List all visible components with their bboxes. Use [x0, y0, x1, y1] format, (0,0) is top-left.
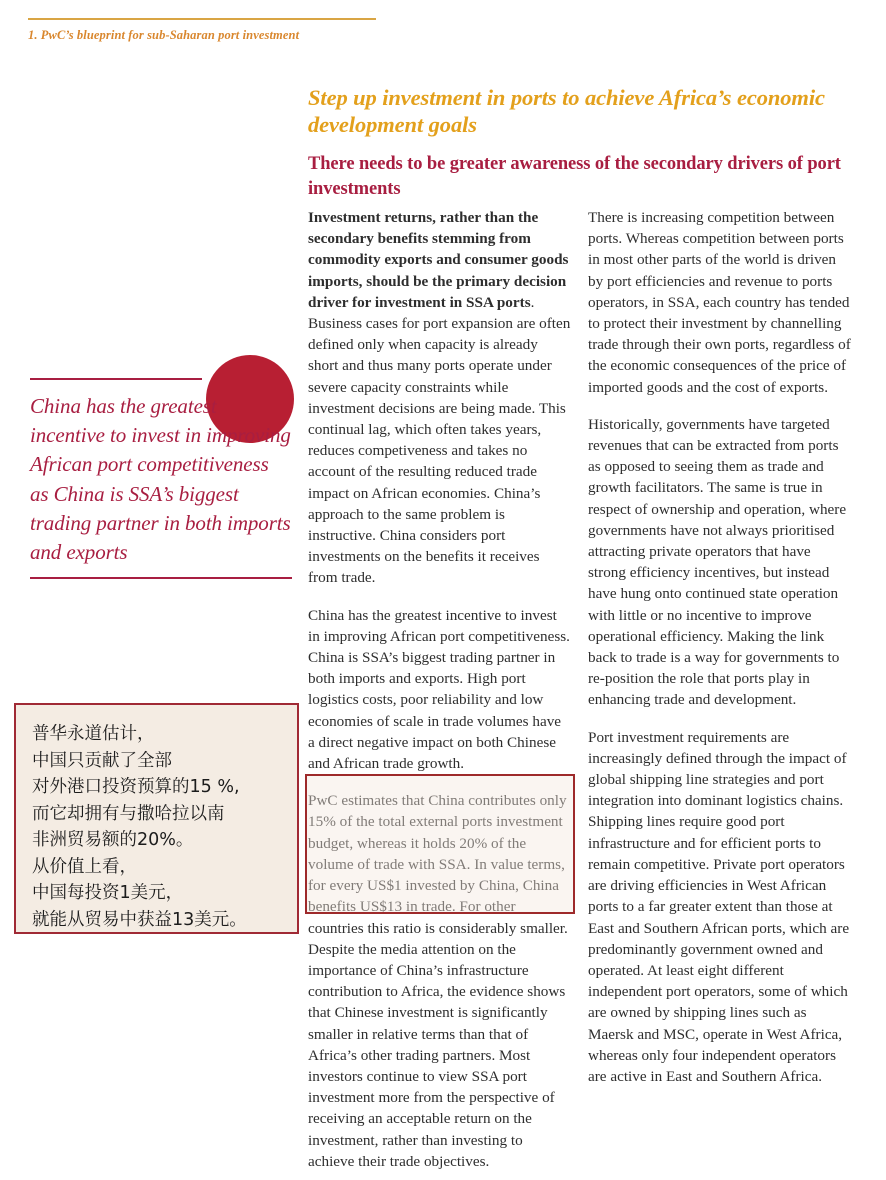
paragraph-text: . Business cases for port expansion are often defined only when capacity is already short and thus many ports operate under severe capacity constraints while investment decisions are being made. This continual lag, which often takes years, reduces competiveness and takes no account of the resulting reduced trade impact on African economies. China’s approach to the same problem is instructive. China considers port investments on the benefits it receives from trade.	[308, 293, 571, 587]
running-head	[28, 18, 378, 43]
body-column-right	[588, 207, 851, 1087]
chinese-annotation-box	[14, 703, 299, 934]
paragraph-highlighted: PwC estimates that China contributes only 15% of the total external ports investment budget, whereas it holds 20% of the volume of trade with SSA. In value terms, for every US$1 invested by China, China benefits US$13 in trade. For other countries this ratio is considerably smaller. Despite the media attention on the importance of China’s infrastructure contribution to Africa, the evidence shows that Chinese investment is significantly smaller in relative terms than that of Africa’s other trading partners. Most investors continue to view SSA port investment more from the perspective of receiving an acceptable return on the investment, rather than investing to achieve their trade objectives.	[308, 792, 568, 1170]
paragraph: Port investment requirements are increasingly defined through the impact of global shipping line strategies and port integration into dominant logistics chains. Shipping lines require good port infrastructure and for efficient ports to remain competitive. Private port operators are driving efficiencies in West African ports to a far greater extent than those at East and Southern African ports, which are predominantly government owned and operated. At least eight different independent port operators, some of which are owned by shipping lines such as Maersk and MSC, operate in West Africa, whereas only four independent operators are active in East and Southern Africa.	[588, 728, 850, 1085]
running-head-rule	[28, 18, 376, 20]
chinese-note-line: 中国只贡献了全部	[32, 750, 172, 771]
paragraph: There is increasing competition between ports. Whereas competition between ports in most other parts of the world is driven by port efficiencies and revenue to ports operators, in SSA, each country has tended to protect their investment by channelling trade through their own ports, regardless of the economic consequences of the price of imported goods and the cost of exports.	[588, 209, 851, 396]
chinese-note-line: 中国每投资1美元，	[32, 883, 184, 903]
chinese-note-line: 非洲贸易额的20%。	[32, 830, 194, 850]
chinese-note-line: 而它却拥有与撒哈拉以南	[32, 803, 225, 824]
pull-quote-rule-bottom	[30, 577, 292, 579]
pull-quote-rule-top	[30, 378, 202, 380]
chinese-note-line: 对外港口投资预算的15 %,	[32, 777, 240, 797]
chinese-note-line: 普华永道估计，	[32, 724, 155, 744]
chinese-note-line: 从价值上看，	[32, 856, 137, 877]
body-column-left	[308, 207, 571, 1172]
lead-bold-text: Investment returns, rather than the secondary benefits stemming from commodity exports and consumer goods imports, should be the primary decision driver for investment in SSA ports	[308, 209, 569, 311]
page-title: Step up investment in ports to achieve Africa’s economic development goals	[308, 85, 825, 137]
chinese-note-line: 就能从贸易中获益13美元。	[32, 909, 247, 930]
paragraph: China has the greatest incentive to invest in improving African port competitiveness. China is SSA’s biggest trading partner in both imports and exports. High port logistics costs, poor reliability and low economies of scale in trade volumes have a direct negative impact on both Chinese and African trade growth.	[308, 606, 570, 773]
headline-block	[308, 84, 858, 202]
pull-quote	[30, 378, 292, 579]
running-head-label: 1. PwC’s blueprint for sub-Saharan port investment	[28, 28, 300, 42]
paragraph	[308, 207, 571, 589]
page-subtitle: There needs to be greater awareness of the secondary drivers of port investments	[308, 154, 841, 199]
pull-quote-text: China has the greatest incentive to invest in improving African port competitiveness as China is SSA’s biggest trading partner in both imports and exports	[30, 394, 291, 565]
paragraph: Historically, governments have targeted revenues that can be extracted from ports as opposed to seeing them as trade and growth facilitators. The same is true in respect of ownership and operation, where governments have not always prioritised attracting private operators that have strong efficiency incentives, but instead have hung onto continued state operation with little or no incentive to improve operational efficiency. Making the link back to trade is a way for governments to re-position the role that ports play in enhancing trade and development.	[588, 415, 847, 709]
